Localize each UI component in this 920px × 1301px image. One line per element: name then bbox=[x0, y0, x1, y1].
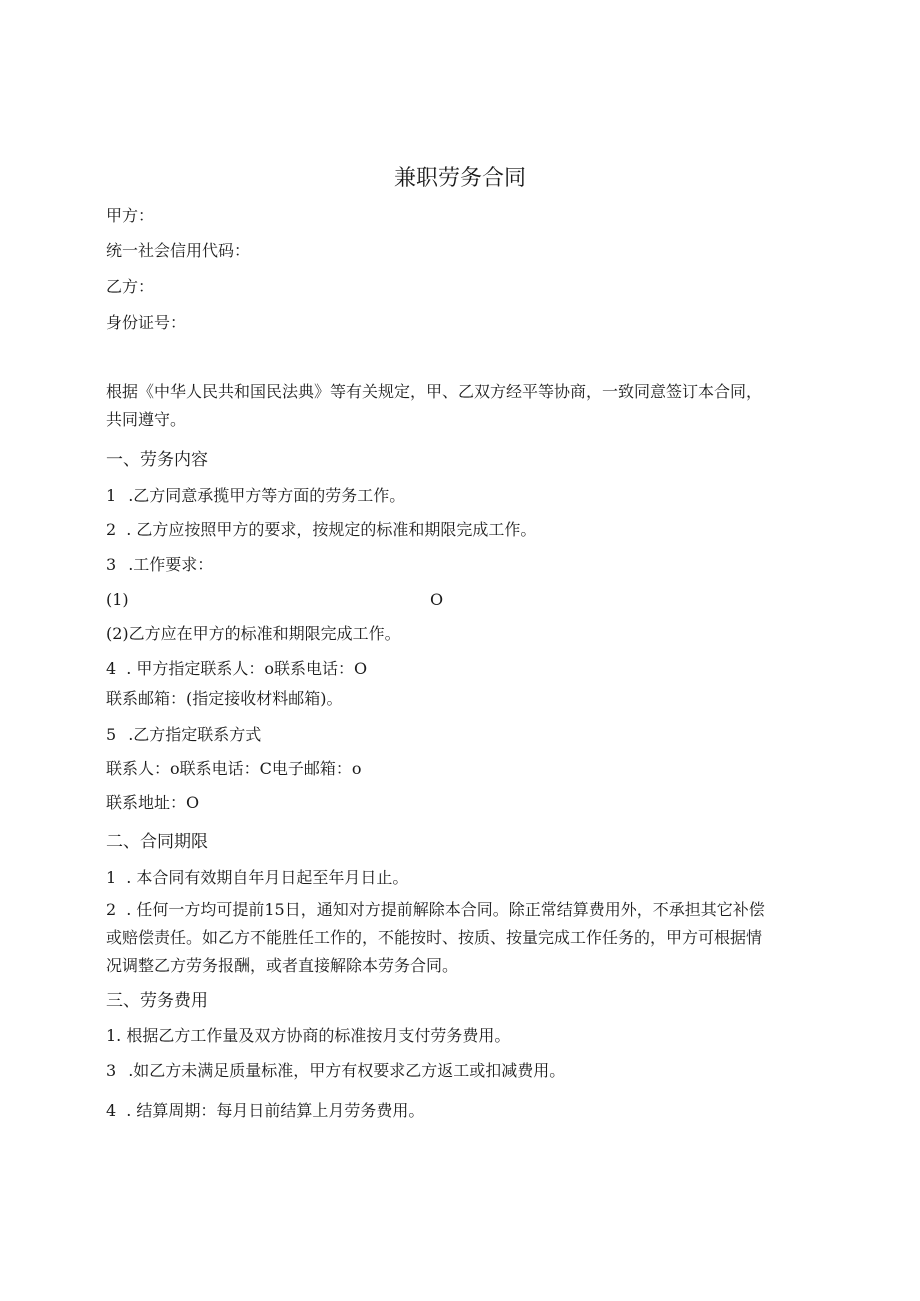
item-number: 3 bbox=[106, 555, 117, 574]
item-number: 1 bbox=[106, 868, 117, 887]
section-3-item-3 bbox=[106, 1061, 565, 1081]
section-2-item-2-line-1 bbox=[106, 900, 765, 920]
item-number: 5 bbox=[106, 725, 117, 744]
requirement-2: (2)乙方应在甲方的标准和期限完成工作。 bbox=[106, 624, 401, 643]
item-text: . 本合同有效期自年月日起至年月日止。 bbox=[126, 868, 409, 887]
section-3-heading: 三、劳务费用 bbox=[106, 991, 208, 1011]
party-b-label: 乙方： bbox=[106, 277, 155, 296]
credit-code-label: 统一社会信用代码： bbox=[106, 241, 251, 260]
section-2-item-2-line-2: 或赔偿责任。如乙方不能胜任工作的，不能按时、按质、按量完成工作任务的，甲方可根据情 bbox=[106, 928, 763, 947]
section-1-item-3 bbox=[106, 555, 213, 575]
item-number: 2 bbox=[106, 520, 117, 539]
item-text: . 乙方应按照甲方的要求，按规定的标准和期限完成工作。 bbox=[126, 520, 537, 539]
requirement-blank-end: O bbox=[430, 590, 444, 609]
preamble-line-1: 根据《中华人民共和国民法典》等有关规定，甲、乙双方经平等协商，一致同意签订本合同， bbox=[106, 382, 763, 401]
item-number: 3 bbox=[106, 1061, 117, 1080]
preamble-line-2: 共同遵守。 bbox=[106, 410, 187, 429]
section-1-item-2 bbox=[106, 520, 536, 540]
section-3-item-1: 1. 根据乙方工作量及双方协商的标准按月支付劳务费用。 bbox=[106, 1026, 511, 1045]
section-1-item-4 bbox=[106, 659, 367, 679]
item-text: . 甲方指定联系人：o联系电话：O bbox=[126, 659, 368, 678]
item-number: 1 bbox=[106, 486, 117, 505]
item-number: 4 bbox=[106, 1101, 117, 1120]
requirement-number: (1) bbox=[106, 590, 129, 609]
section-2-item-2-line-3: 况调整乙方劳务报酬，或者直接解除本劳务合同。 bbox=[106, 956, 459, 975]
item-text: . 任何一方均可提前15日，通知对方提前解除本合同。除正常结算费用外，不承担其它补偿 bbox=[126, 900, 765, 919]
contract-title: 兼职劳务合同 bbox=[393, 166, 526, 191]
contact-email-line: 联系邮箱：(指定接收材料邮箱)。 bbox=[106, 689, 343, 708]
party-b-contact-line: 联系人：o联系电话：C电子邮箱：o bbox=[106, 759, 362, 778]
id-number-label: 身份证号： bbox=[106, 313, 187, 332]
section-2-heading: 二、合同期限 bbox=[106, 832, 208, 852]
section-1-item-1 bbox=[106, 486, 405, 506]
party-b-address-line: 联系地址：O bbox=[106, 793, 200, 812]
item-text: . 结算周期：每月日前结算上月劳务费用。 bbox=[126, 1101, 425, 1120]
item-text: .乙方同意承揽甲方等方面的劳务工作。 bbox=[128, 486, 406, 505]
item-text: .乙方指定联系方式 bbox=[128, 725, 262, 744]
item-text: .工作要求： bbox=[128, 555, 214, 574]
section-1-item-5 bbox=[106, 725, 261, 745]
section-2-item-1 bbox=[106, 868, 408, 888]
requirement-1 bbox=[106, 590, 446, 610]
item-number: 2 bbox=[106, 900, 117, 919]
section-1-heading: 一、劳务内容 bbox=[106, 450, 208, 470]
item-text: .如乙方未满足质量标准，甲方有权要求乙方返工或扣减费用。 bbox=[128, 1061, 566, 1080]
section-3-item-4 bbox=[106, 1101, 424, 1121]
party-a-label: 甲方： bbox=[106, 206, 155, 225]
item-number: 4 bbox=[106, 659, 117, 678]
